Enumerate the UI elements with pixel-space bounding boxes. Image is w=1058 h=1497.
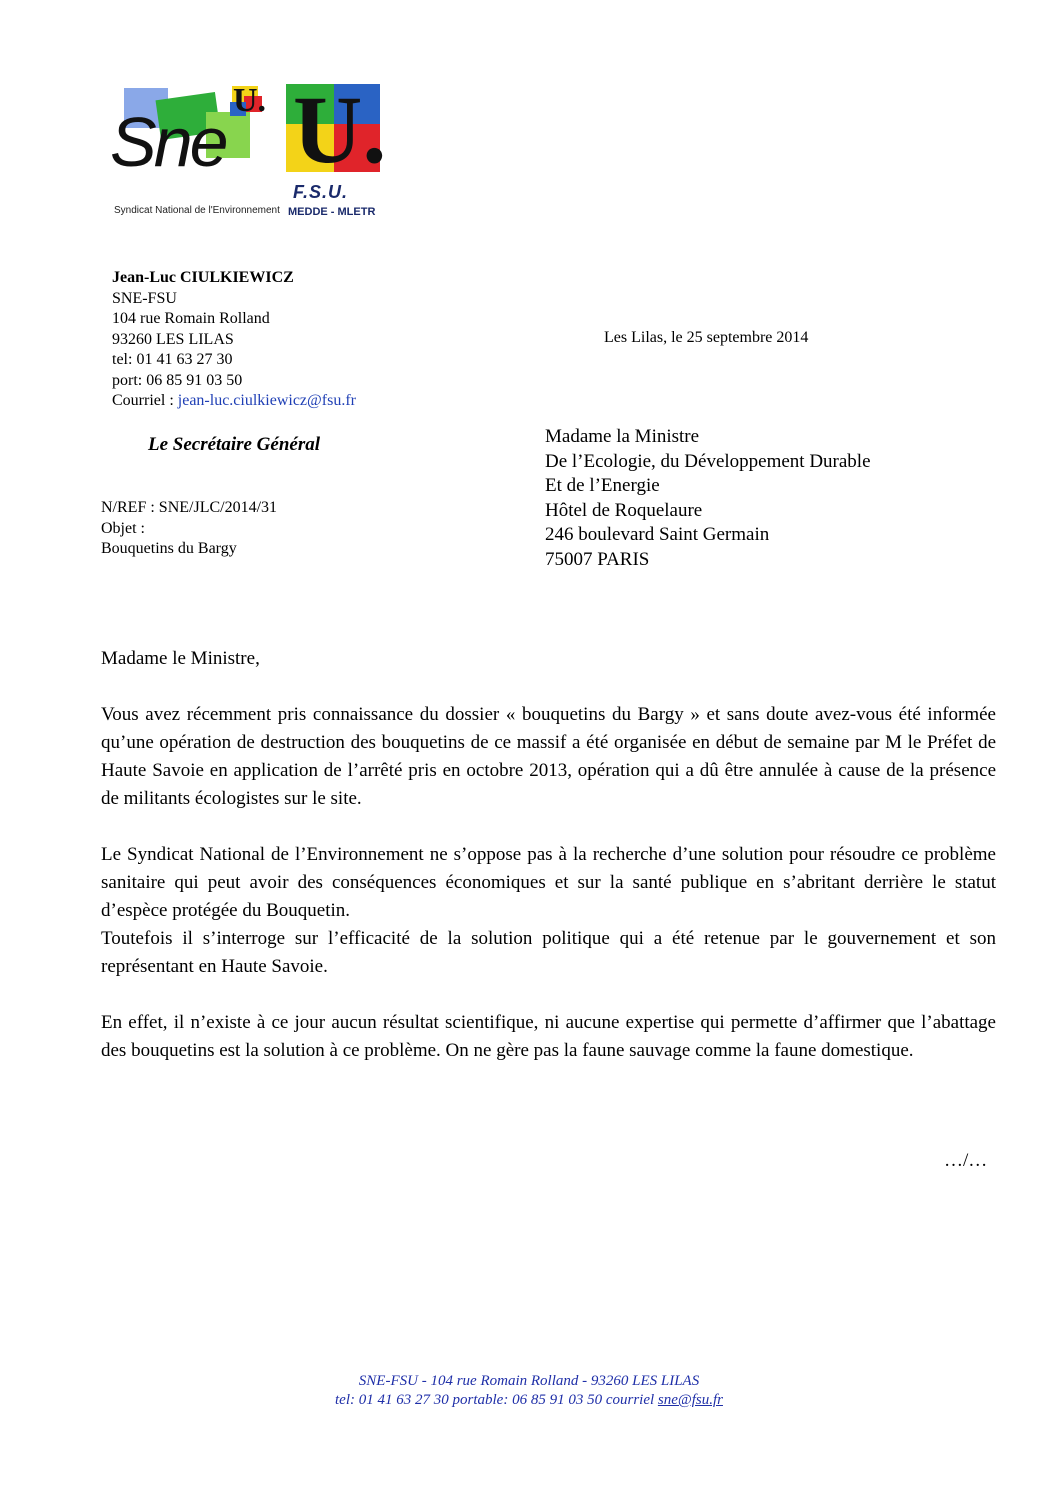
- sender-email-link[interactable]: jean-luc.ciulkiewicz@fsu.fr: [177, 392, 356, 409]
- recipient-line-1: Madame la Ministre: [545, 426, 700, 447]
- reference-block: [101, 498, 277, 560]
- paragraph-1: Vous avez récemment pris connaissance du dossier « bouquetins du Bargy » et sans doute avez-vous été informée qu’une opération de destruction des bouquetins de ce massif a été organisée en début de semaine par M le Préfet de Haute Savoie en application de l’arrêté pris en octobre 2013, opération qui a dû être annulée à cause de la présence de militants écologistes sur le site.: [101, 704, 996, 809]
- recipient-line-3: Et de l’Energie: [545, 475, 660, 497]
- sender-org: SNE-FSU: [112, 289, 177, 307]
- footer-phones: tel: 01 41 63 27 30 portable: 06 85 91 03 50 courriel: [335, 1392, 658, 1408]
- sender-city: 93260 LES LILAS: [112, 330, 234, 348]
- paragraph-3: Toutefois il s’interroge sur l’efficacité de la solution politique qui a été retenue par le gouvernement et son représentant en Haute Savoie.: [101, 928, 996, 977]
- footer-address: SNE-FSU - 104 rue Romain Rolland - 93260 LES LILAS: [358, 1373, 700, 1389]
- page-footer: [0, 1372, 1058, 1410]
- logo-fsu: F.S.U.: [293, 182, 349, 202]
- sender-name: Jean-Luc CIULKIEWICZ: [112, 269, 294, 286]
- recipient-line-4: Hôtel de Roquelaure: [545, 499, 703, 521]
- logo-u-small: U.: [233, 82, 267, 119]
- object-value: Bouquetins du Bargy: [101, 540, 237, 557]
- sender-email-label: Courriel :: [112, 392, 178, 409]
- logo-sne-text: Sne: [110, 103, 226, 181]
- paragraph-4: En effet, il n’existe à ce jour aucun résultat scientifique, ni aucune expertise qui permette d’affirmer que l’abattage des bouquetins est la solution à ce problème. On ne gère pas la faune sauvage comme la faune domestique.: [101, 1012, 996, 1061]
- paragraph-2: Le Syndicat National de l’Environnement ne s’oppose pas à la recherche d’une solution pour résoudre ce problème sanitaire qui peut avoir des conséquences économiques et sur la santé publique en s’abritant derrière le statut d’espèce protégée du Bouquetin.: [101, 844, 996, 921]
- recipient-line-6: 75007 PARIS: [545, 548, 650, 570]
- letter-body: [101, 645, 996, 1065]
- logo-u-big: U.: [293, 76, 387, 183]
- sender-tel: tel: 01 41 63 27 30: [112, 351, 233, 368]
- sender-port: port: 06 85 91 03 50: [112, 371, 243, 389]
- logo-subtitle: Syndicat National de l'Environnement: [114, 205, 280, 216]
- logo-ministry: MEDDE - MLETR: [288, 206, 376, 218]
- letter-date: Les Lilas, le 25 septembre 2014: [604, 329, 809, 346]
- sender-email-line: [112, 391, 356, 412]
- salutation: Madame le Ministre,: [101, 648, 260, 669]
- footer-email-link[interactable]: sne@fsu.fr: [657, 1392, 723, 1408]
- continuation-mark: …/…: [944, 1150, 988, 1171]
- sender-street: 104 rue Romain Rolland: [112, 310, 270, 327]
- recipient-block: [545, 425, 871, 573]
- recipient-line-5: 246 boulevard Saint Germain: [545, 524, 770, 546]
- footer-contact: [0, 1391, 1058, 1410]
- sender-block: [112, 268, 356, 412]
- sne-fsu-logo: [110, 76, 390, 222]
- reference-number: N/REF : SNE/JLC/2014/31: [101, 499, 278, 516]
- object-label: Objet :: [101, 519, 145, 537]
- sender-role: Le Secrétaire Général: [148, 434, 321, 455]
- recipient-line-2: De l’Ecologie, du Développement Durable: [545, 450, 871, 472]
